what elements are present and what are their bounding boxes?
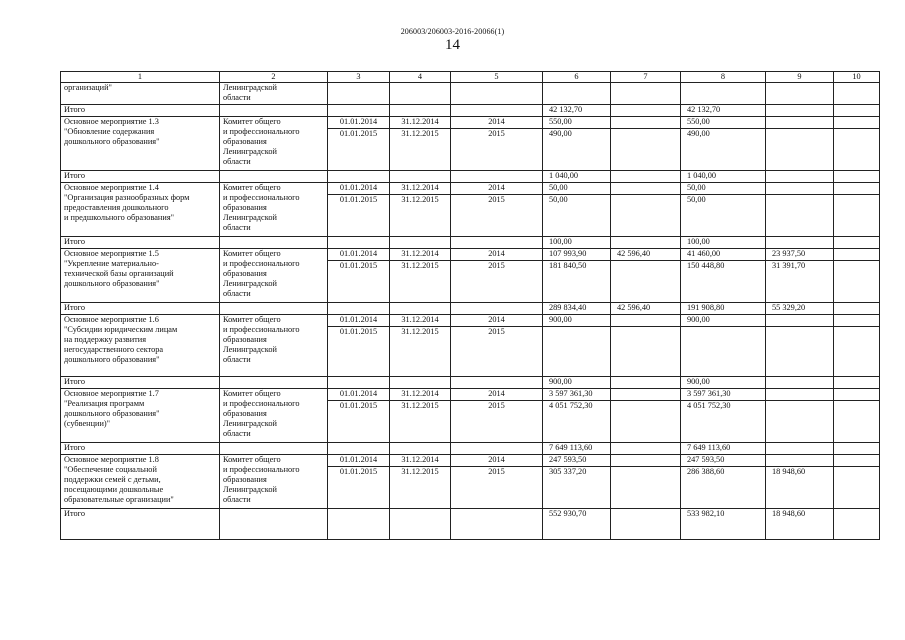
amount-cell: 191 908,80 xyxy=(681,302,766,314)
empty-cell xyxy=(390,508,451,539)
empty-cell xyxy=(834,248,880,260)
start-date-cell: 01.01.2014 xyxy=(328,116,390,128)
column-header: 7 xyxy=(611,72,681,83)
amount-cell: 42 596,40 xyxy=(611,248,681,260)
amount-cell: 490,00 xyxy=(681,128,766,170)
empty-cell xyxy=(328,104,390,116)
empty-cell xyxy=(451,508,543,539)
amount-cell: 247 593,50 xyxy=(681,454,766,466)
amount-cell: 181 840,50 xyxy=(543,260,611,302)
year-cell: 2015 xyxy=(451,128,543,170)
empty-cell xyxy=(834,302,880,314)
empty-cell xyxy=(328,376,390,388)
end-date-cell: 31.12.2014 xyxy=(390,116,451,128)
column-header: 1 xyxy=(61,72,220,83)
document-id: 206003/206003-2016-20066(1) xyxy=(400,27,505,36)
amount-cell xyxy=(766,116,834,128)
amount-cell: 1 040,00 xyxy=(681,170,766,182)
measure-name-cell: Основное мероприятие 1.7 "Реализация программ дошкольного образования" (субвенции)" xyxy=(61,388,220,442)
amount-cell: 150 448,80 xyxy=(681,260,766,302)
amount-cell xyxy=(766,194,834,236)
start-date-cell: 01.01.2014 xyxy=(328,454,390,466)
amount-cell xyxy=(611,182,681,194)
amount-cell xyxy=(611,116,681,128)
amount-cell xyxy=(766,236,834,248)
empty-cell xyxy=(220,104,328,116)
table-body xyxy=(61,72,880,540)
amount-cell: 305 337,20 xyxy=(543,466,611,508)
end-date-cell: 31.12.2015 xyxy=(390,466,451,508)
amount-cell: 3 597 361,30 xyxy=(543,388,611,400)
organization-cell: Комитет общего и профессионального образования Ленинградской области xyxy=(220,116,328,170)
organization-cell: Комитет общего и профессионального образования Ленинградской области xyxy=(220,454,328,508)
amount-cell xyxy=(766,314,834,326)
empty-cell xyxy=(451,376,543,388)
table-row xyxy=(61,388,880,400)
total-row xyxy=(61,104,880,116)
empty-cell xyxy=(681,83,766,104)
amount-cell: 3 597 361,30 xyxy=(681,388,766,400)
empty-cell xyxy=(220,170,328,182)
amount-cell: 247 593,50 xyxy=(543,454,611,466)
amount-cell: 18 948,60 xyxy=(766,508,834,539)
amount-cell xyxy=(766,170,834,182)
start-date-cell: 01.01.2014 xyxy=(328,314,390,326)
amount-cell xyxy=(611,326,681,376)
end-date-cell: 31.12.2015 xyxy=(390,260,451,302)
amount-cell xyxy=(611,454,681,466)
empty-cell xyxy=(834,376,880,388)
end-date-cell: 31.12.2014 xyxy=(390,314,451,326)
year-cell: 2014 xyxy=(451,454,543,466)
amount-cell xyxy=(766,388,834,400)
amount-cell xyxy=(611,466,681,508)
amount-cell: 100,00 xyxy=(681,236,766,248)
total-row xyxy=(61,508,880,539)
empty-cell xyxy=(328,302,390,314)
empty-cell xyxy=(611,83,681,104)
amount-cell: 18 948,60 xyxy=(766,466,834,508)
amount-cell: 550,00 xyxy=(681,116,766,128)
empty-cell xyxy=(390,236,451,248)
amount-cell: 41 460,00 xyxy=(681,248,766,260)
column-header: 9 xyxy=(766,72,834,83)
amount-cell xyxy=(611,236,681,248)
empty-cell xyxy=(328,170,390,182)
amount-cell: 31 391,70 xyxy=(766,260,834,302)
empty-cell xyxy=(451,104,543,116)
column-header: 2 xyxy=(220,72,328,83)
amount-cell xyxy=(611,170,681,182)
amount-cell: 900,00 xyxy=(681,376,766,388)
amount-cell xyxy=(611,400,681,442)
organization-cell: Ленинградской области xyxy=(220,83,328,104)
amount-cell xyxy=(766,442,834,454)
empty-cell xyxy=(328,442,390,454)
amount-cell: 50,00 xyxy=(543,194,611,236)
start-date-cell: 01.01.2015 xyxy=(328,466,390,508)
amount-cell: 100,00 xyxy=(543,236,611,248)
total-row xyxy=(61,376,880,388)
year-cell: 2015 xyxy=(451,260,543,302)
empty-cell xyxy=(834,194,880,236)
column-header: 4 xyxy=(390,72,451,83)
year-cell: 2015 xyxy=(451,194,543,236)
year-cell: 2015 xyxy=(451,400,543,442)
empty-cell xyxy=(390,442,451,454)
organization-cell: Комитет общего и профессионального образования Ленинградской области xyxy=(220,388,328,442)
start-date-cell: 01.01.2014 xyxy=(328,182,390,194)
empty-cell xyxy=(834,83,880,104)
amount-cell xyxy=(611,388,681,400)
empty-cell xyxy=(834,442,880,454)
amount-cell xyxy=(611,376,681,388)
empty-cell xyxy=(328,83,390,104)
amount-cell xyxy=(611,104,681,116)
total-label: Итого xyxy=(61,104,220,116)
amount-cell: 42 132,70 xyxy=(543,104,611,116)
amount-cell: 533 982,10 xyxy=(681,508,766,539)
total-label: Итого xyxy=(61,376,220,388)
amount-cell: 42 132,70 xyxy=(681,104,766,116)
empty-cell xyxy=(220,236,328,248)
amount-cell xyxy=(766,376,834,388)
empty-cell xyxy=(834,170,880,182)
column-header: 5 xyxy=(451,72,543,83)
amount-cell xyxy=(766,104,834,116)
amount-cell xyxy=(543,326,611,376)
year-cell: 2014 xyxy=(451,248,543,260)
amount-cell xyxy=(766,454,834,466)
empty-cell xyxy=(834,236,880,248)
total-row xyxy=(61,170,880,182)
empty-cell xyxy=(834,116,880,128)
empty-cell xyxy=(451,442,543,454)
end-date-cell: 31.12.2015 xyxy=(390,128,451,170)
empty-cell xyxy=(390,104,451,116)
empty-cell xyxy=(451,170,543,182)
amount-cell: 4 051 752,30 xyxy=(543,400,611,442)
measure-name-cell: организаций" xyxy=(61,83,220,104)
column-header: 3 xyxy=(328,72,390,83)
amount-cell: 550,00 xyxy=(543,116,611,128)
amount-cell: 552 930,70 xyxy=(543,508,611,539)
amount-cell: 7 649 113,60 xyxy=(681,442,766,454)
total-label: Итого xyxy=(61,302,220,314)
end-date-cell: 31.12.2014 xyxy=(390,388,451,400)
amount-cell: 50,00 xyxy=(543,182,611,194)
column-header: 6 xyxy=(543,72,611,83)
empty-cell xyxy=(220,302,328,314)
empty-cell xyxy=(328,508,390,539)
start-date-cell: 01.01.2015 xyxy=(328,326,390,376)
total-row xyxy=(61,302,880,314)
total-row xyxy=(61,236,880,248)
amount-cell: 23 937,50 xyxy=(766,248,834,260)
year-cell: 2015 xyxy=(451,326,543,376)
amount-cell xyxy=(766,182,834,194)
empty-cell xyxy=(834,454,880,466)
start-date-cell: 01.01.2014 xyxy=(328,388,390,400)
total-label: Итого xyxy=(61,236,220,248)
amount-cell: 900,00 xyxy=(543,376,611,388)
column-header: 8 xyxy=(681,72,766,83)
page-number: 14 xyxy=(445,37,460,53)
measure-name-cell: Основное мероприятие 1.6 "Субсидии юридическим лицам на поддержку развития негосударственного сектора дошкольного образования" xyxy=(61,314,220,376)
amount-cell: 42 596,40 xyxy=(611,302,681,314)
empty-cell xyxy=(328,236,390,248)
organization-cell: Комитет общего и профессионального образования Ленинградской области xyxy=(220,314,328,376)
total-label: Итого xyxy=(61,170,220,182)
table-row xyxy=(61,454,880,466)
amount-cell: 900,00 xyxy=(681,314,766,326)
empty-cell xyxy=(390,170,451,182)
amount-cell xyxy=(611,508,681,539)
empty-cell xyxy=(451,302,543,314)
amount-cell xyxy=(681,326,766,376)
empty-cell xyxy=(220,508,328,539)
empty-cell xyxy=(834,400,880,442)
year-cell: 2014 xyxy=(451,314,543,326)
amount-cell: 1 040,00 xyxy=(543,170,611,182)
table-row xyxy=(61,182,880,194)
empty-cell xyxy=(390,376,451,388)
empty-cell xyxy=(834,182,880,194)
start-date-cell: 01.01.2015 xyxy=(328,194,390,236)
empty-cell xyxy=(543,83,611,104)
end-date-cell: 31.12.2015 xyxy=(390,326,451,376)
end-date-cell: 31.12.2014 xyxy=(390,454,451,466)
end-date-cell: 31.12.2014 xyxy=(390,248,451,260)
empty-cell xyxy=(451,236,543,248)
amount-cell: 55 329,20 xyxy=(766,302,834,314)
table-row xyxy=(61,116,880,128)
amount-cell xyxy=(611,194,681,236)
measure-name-cell: Основное мероприятие 1.4 "Организация разнообразных форм предоставления дошкольного и предшкольного образования" xyxy=(61,182,220,236)
total-label: Итого xyxy=(61,442,220,454)
column-header: 10 xyxy=(834,72,880,83)
end-date-cell: 31.12.2015 xyxy=(390,194,451,236)
table-header-row xyxy=(61,72,880,83)
start-date-cell: 01.01.2015 xyxy=(328,400,390,442)
organization-cell: Комитет общего и профессионального образования Ленинградской области xyxy=(220,248,328,302)
amount-cell xyxy=(611,128,681,170)
start-date-cell: 01.01.2015 xyxy=(328,128,390,170)
table-row xyxy=(61,83,880,104)
amount-cell xyxy=(766,128,834,170)
year-cell: 2014 xyxy=(451,182,543,194)
empty-cell xyxy=(834,128,880,170)
amount-cell xyxy=(766,400,834,442)
measure-name-cell: Основное мероприятие 1.8 "Обеспечение социальной поддержки семей с детьми, посещающими дошкольные образовательные организации" xyxy=(61,454,220,508)
empty-cell xyxy=(766,83,834,104)
amount-cell: 50,00 xyxy=(681,182,766,194)
amount-cell xyxy=(766,326,834,376)
end-date-cell: 31.12.2015 xyxy=(390,400,451,442)
measure-name-cell: Основное мероприятие 1.5 "Укрепление материально- технической базы организаций дошкольного образования" xyxy=(61,248,220,302)
empty-cell xyxy=(834,508,880,539)
empty-cell xyxy=(220,376,328,388)
budget-table xyxy=(60,71,880,540)
empty-cell xyxy=(390,302,451,314)
amount-cell xyxy=(611,260,681,302)
empty-cell xyxy=(834,326,880,376)
amount-cell: 4 051 752,30 xyxy=(681,400,766,442)
total-row xyxy=(61,442,880,454)
amount-cell: 289 834,40 xyxy=(543,302,611,314)
measure-name-cell: Основное мероприятие 1.3 "Обновление содержания дошкольного образования" xyxy=(61,116,220,170)
empty-cell xyxy=(220,442,328,454)
year-cell: 2014 xyxy=(451,388,543,400)
start-date-cell: 01.01.2014 xyxy=(328,248,390,260)
empty-cell xyxy=(834,260,880,302)
amount-cell: 7 649 113,60 xyxy=(543,442,611,454)
organization-cell: Комитет общего и профессионального образования Ленинградской области xyxy=(220,182,328,236)
amount-cell: 286 388,60 xyxy=(681,466,766,508)
empty-cell xyxy=(834,466,880,508)
amount-cell: 490,00 xyxy=(543,128,611,170)
empty-cell xyxy=(834,104,880,116)
table-row xyxy=(61,314,880,326)
empty-cell xyxy=(834,314,880,326)
empty-cell xyxy=(834,388,880,400)
amount-cell xyxy=(611,442,681,454)
amount-cell: 50,00 xyxy=(681,194,766,236)
table-row xyxy=(61,248,880,260)
end-date-cell: 31.12.2014 xyxy=(390,182,451,194)
total-label: Итого xyxy=(61,508,220,539)
empty-cell xyxy=(451,83,543,104)
amount-cell xyxy=(611,314,681,326)
empty-cell xyxy=(390,83,451,104)
year-cell: 2014 xyxy=(451,116,543,128)
start-date-cell: 01.01.2015 xyxy=(328,260,390,302)
amount-cell: 900,00 xyxy=(543,314,611,326)
year-cell: 2015 xyxy=(451,466,543,508)
amount-cell: 107 993,90 xyxy=(543,248,611,260)
